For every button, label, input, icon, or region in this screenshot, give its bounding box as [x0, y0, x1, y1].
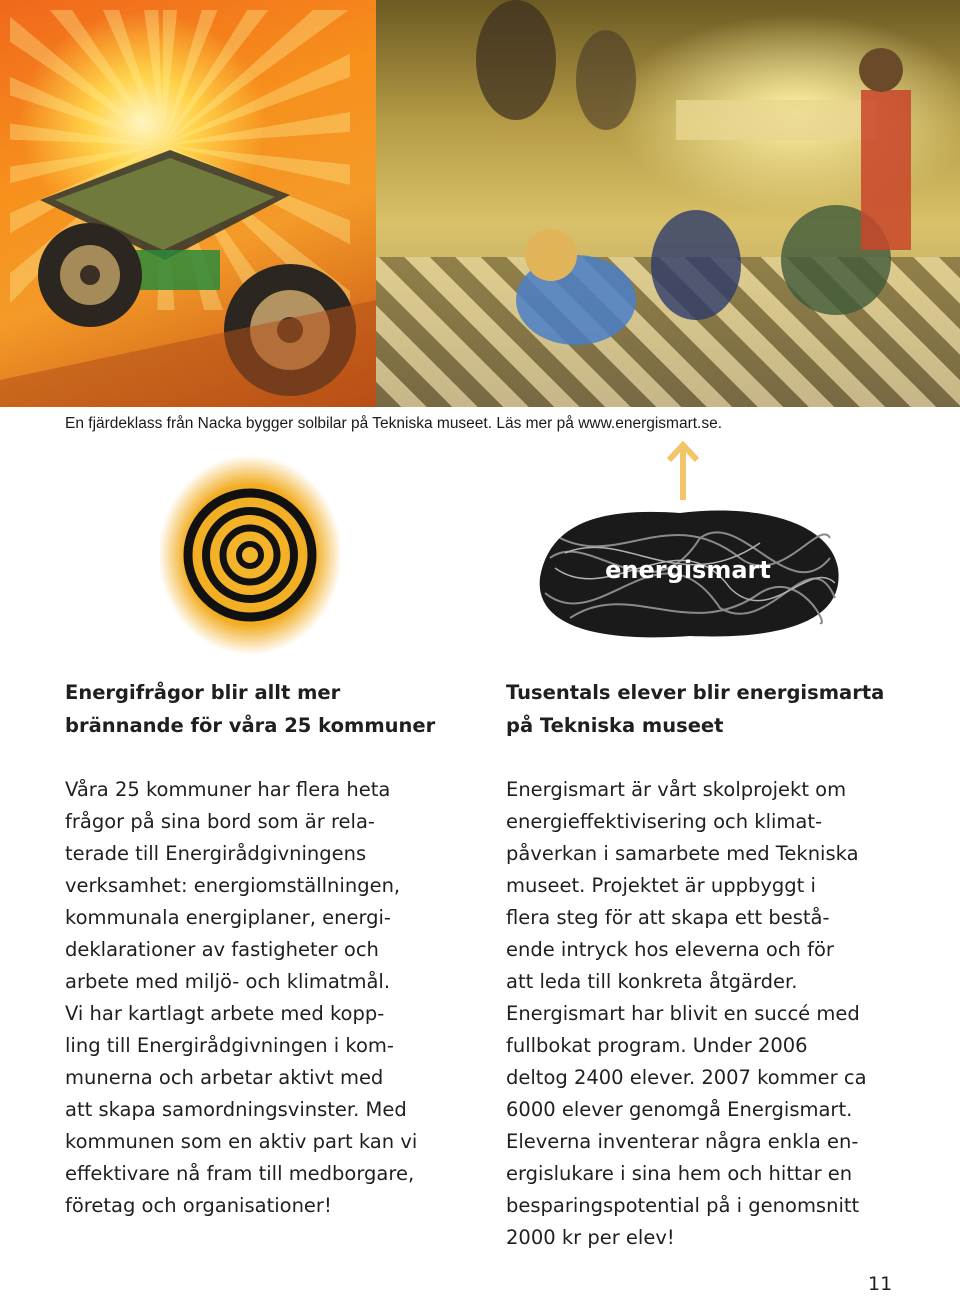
- text-line: terade till Energirådgivningens: [65, 842, 367, 865]
- text-line: arbete med miljö- och klimatmål.: [65, 970, 391, 993]
- text-line: fullbokat program. Under 2006: [506, 1034, 808, 1057]
- right-body-text: [506, 774, 926, 1254]
- text-line: flera steg för att skapa ett bestå-: [506, 906, 830, 929]
- text-line: ende intryck hos eleverna och för: [506, 938, 834, 961]
- text-line: Våra 25 kommuner har flera heta: [65, 778, 391, 801]
- energismart-logo: [530, 498, 846, 646]
- text-line: Energismart är vårt skolprojekt om: [506, 778, 847, 801]
- logo-wordmark: energismart: [605, 556, 771, 584]
- heading-line: brännande för våra 25 kommuner: [65, 714, 436, 737]
- left-body-text: [65, 774, 485, 1222]
- children-silhouettes: [376, 0, 960, 407]
- text-line: kommunala energiplaner, energi-: [65, 906, 391, 929]
- text-line: verksamhet: energiomställningen,: [65, 874, 401, 897]
- target-icon: [160, 455, 340, 655]
- solar-car-illustration: [0, 0, 376, 407]
- photo-caption: En fjärdeklass från Nacka bygger solbilar på Tekniska museet. Läs mer på www.energismart.se.: [65, 415, 723, 432]
- text-line: 2000 kr per elev!: [506, 1226, 675, 1249]
- museum-children-photo: [376, 0, 960, 407]
- text-line: Vi har kartlagt arbete med kopp-: [65, 1002, 385, 1025]
- page-number: 11: [868, 1273, 893, 1295]
- heading-line: på Tekniska museet: [506, 714, 724, 737]
- text-line: 6000 elever genomgå Energismart.: [506, 1098, 853, 1121]
- text-line: att leda till konkreta åtgärder.: [506, 970, 798, 993]
- text-line: energieffektivisering och klimat-: [506, 810, 823, 833]
- text-line: Energismart har blivit en succé med: [506, 1002, 860, 1025]
- text-line: deklarationer av fastigheter och: [65, 938, 379, 961]
- heading-line: Tusentals elever blir energismarta: [506, 681, 885, 704]
- text-line: deltog 2400 elever. 2007 kommer ca: [506, 1066, 867, 1089]
- scribble-logo-graphic: [530, 498, 846, 646]
- left-heading: [65, 676, 485, 742]
- text-line: besparingspotential på i genomsnitt: [506, 1194, 860, 1217]
- heading-line: Energifrågor blir allt mer: [65, 681, 341, 704]
- text-line: ling till Energirådgivningen i kom-: [65, 1034, 394, 1057]
- solar-car-photo: [0, 0, 376, 407]
- text-line: att skapa samordningsvinster. Med: [65, 1098, 407, 1121]
- right-heading: [506, 676, 926, 742]
- text-line: kommunen som en aktiv part kan vi: [65, 1130, 418, 1153]
- text-line: museet. Projektet är uppbyggt i: [506, 874, 816, 897]
- text-line: påverkan i samarbete med Tekniska: [506, 842, 859, 865]
- text-line: företag och organisationer!: [65, 1194, 332, 1217]
- text-line: frågor på sina bord som är rela-: [65, 810, 375, 833]
- text-line: Eleverna inventerar några enkla en-: [506, 1130, 859, 1153]
- text-line: munerna och arbetar aktivt med: [65, 1066, 384, 1089]
- text-line: effektivare nå fram till medborgare,: [65, 1162, 415, 1185]
- arrow-up-icon: [666, 440, 700, 502]
- text-line: ergislukare i sina hem och hittar en: [506, 1162, 853, 1185]
